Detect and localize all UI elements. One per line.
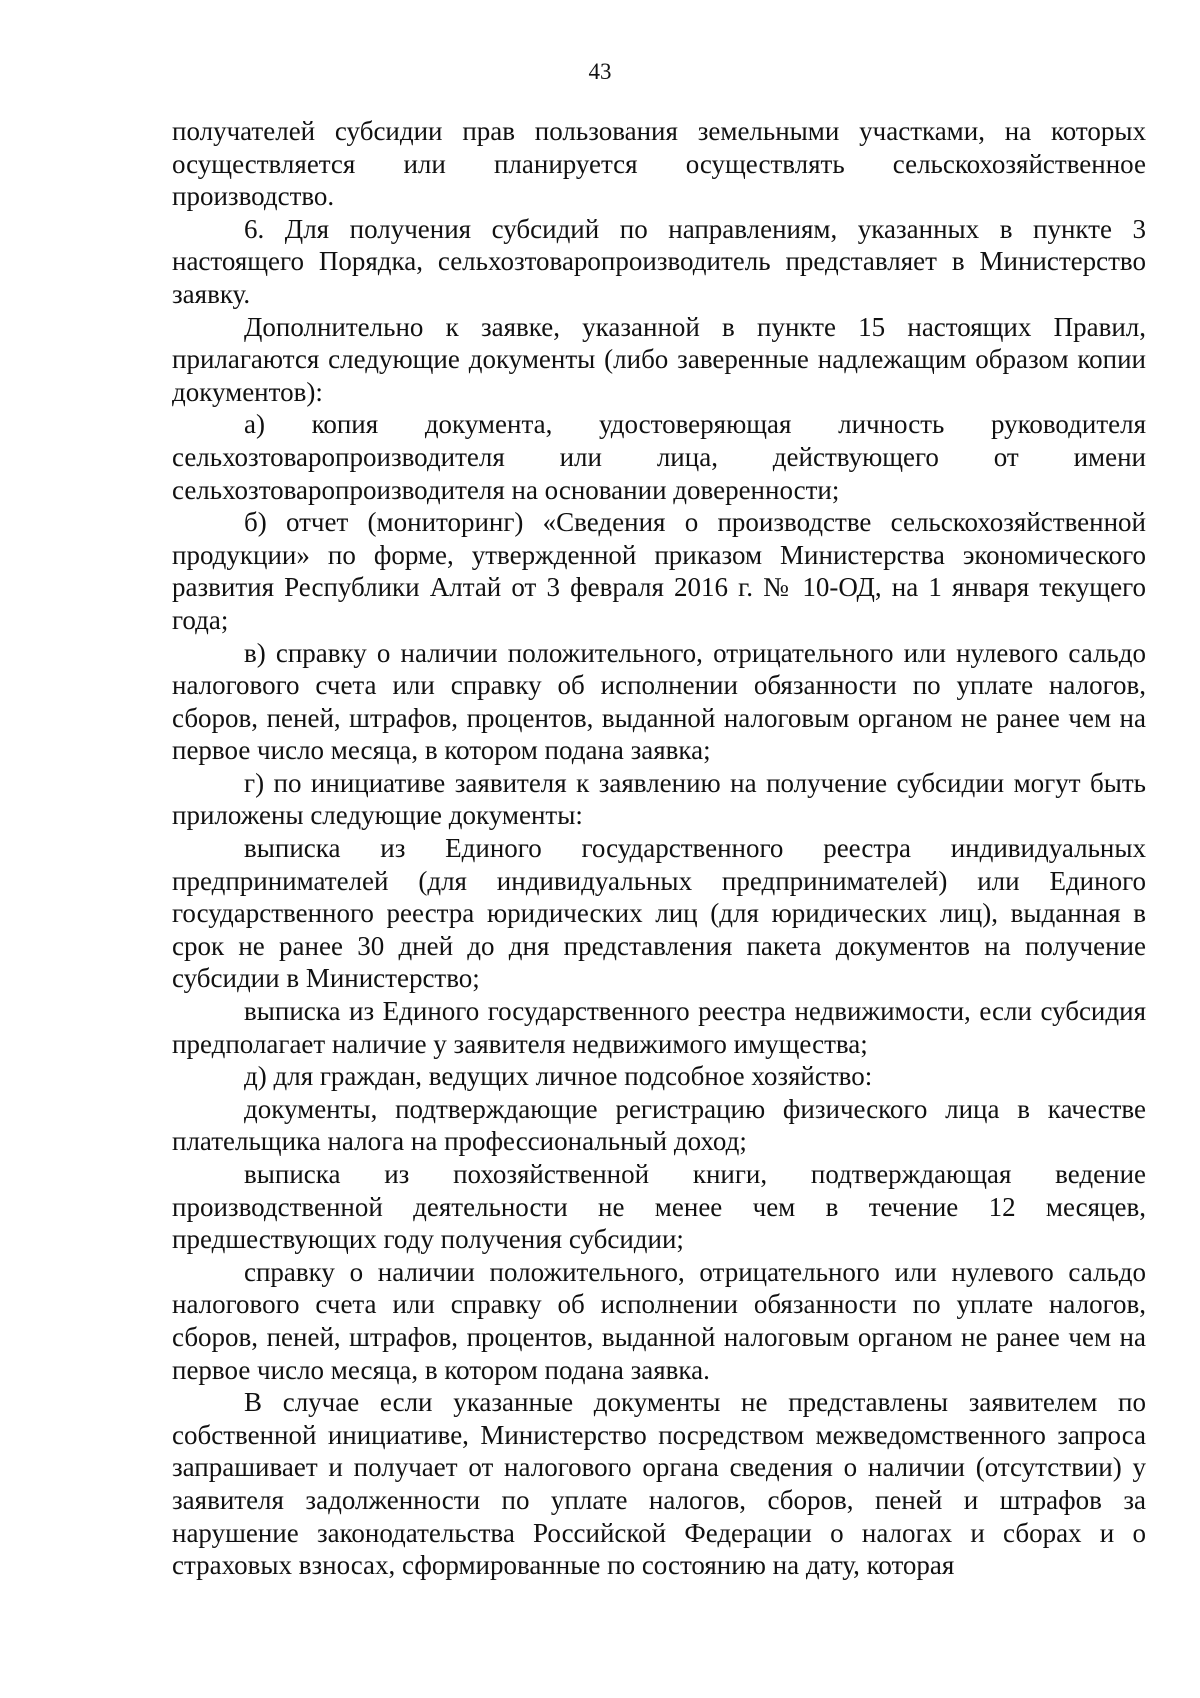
document-body (172, 115, 1146, 1582)
paragraph-13: справку о наличии положительного, отрицательного или нулевого сальдо налогового счета или справку об исполнении обязанности по уплате налогов, сборов, пеней, штрафов, процентов, выданной налоговым органом не ранее чем на первое число месяца, в котором подана заявка. (172, 1256, 1146, 1385)
paragraph-14: В случае если указанные документы не представлены заявителем по собственной инициативе, Министерство посредством межведомственного запроса запрашивает и получает от налогового органа сведения о наличии (отсутствии) у заявителя задолженности по уплате налогов, сборов, пеней и штрафов за нарушение законодательства Российской Федерации о налогах и сборах и о страховых взносах, сформированные по состоянию на дату, которая (172, 1387, 1146, 1581)
paragraph-1: получателей субсидии прав пользования земельными участками, на которых осуществляется или планируется осуществлять сельскохозяйственное производство. (172, 116, 1146, 212)
paragraph-2: 6. Для получения субсидий по направлениям, указанных в пункте 3 настоящего Порядка, сельхозтоваропроизводитель представляет в Министерство заявку. (172, 213, 1146, 309)
paragraph-9: выписка из Единого государственного реестра недвижимости, если субсидия предполагает наличие у заявителя недвижимого имущества; (172, 996, 1146, 1059)
paragraph-4: а) копия документа, удостоверяющая личность руководителя сельхозтоваропроизводителя или лица, действующего от имени сельхозтоваропроизводителя на основании доверенности; (172, 409, 1146, 505)
paragraph-12: выписка из похозяйственной книги, подтверждающая ведение производственной деятельности не менее чем в течение 12 месяцев, предшествующих году получения субсидии; (172, 1159, 1146, 1255)
paragraph-8: выписка из Единого государственного реестра индивидуальных предпринимателей (для индивидуальных предпринимателей) или Единого государственного реестра юридических лиц (для юридических лиц), выданная в срок не ранее 30 дней до дня представления пакета документов на получение субсидии в Министерство; (172, 833, 1146, 994)
paragraph-7: г) по инициативе заявителя к заявлению на получение субсидии могут быть приложены следующие документы: (172, 767, 1146, 831)
paragraph-3: Дополнительно к заявке, указанной в пункте 15 настоящих Правил, прилагаются следующие документы (либо заверенные надлежащим образом копии документов): (172, 311, 1146, 407)
paragraph-11: документы, подтверждающие регистрацию физического лица в качестве плательщика налога на профессиональный доход; (172, 1093, 1146, 1157)
paragraph-5: б) отчет (мониторинг) «Сведения о производстве сельскохозяйственной продукции» по форме, утвержденной приказом Министерства экономического развития Республики Алтай от 3 февраля 2016 г. № 10-ОД, на 1 января текущего года; (172, 507, 1146, 635)
paragraph-10: д) для граждан, ведущих личное подсобное хозяйство: (244, 1061, 873, 1092)
page-number: 43 (588, 59, 612, 84)
paragraph-6: в) справку о наличии положительного, отрицательного или нулевого сальдо налогового счета или справку об исполнении обязанности по уплате налогов, сборов, пеней, штрафов, процентов, выданной налоговым органом не ранее чем на первое число месяца, в котором подана заявка; (172, 637, 1146, 766)
